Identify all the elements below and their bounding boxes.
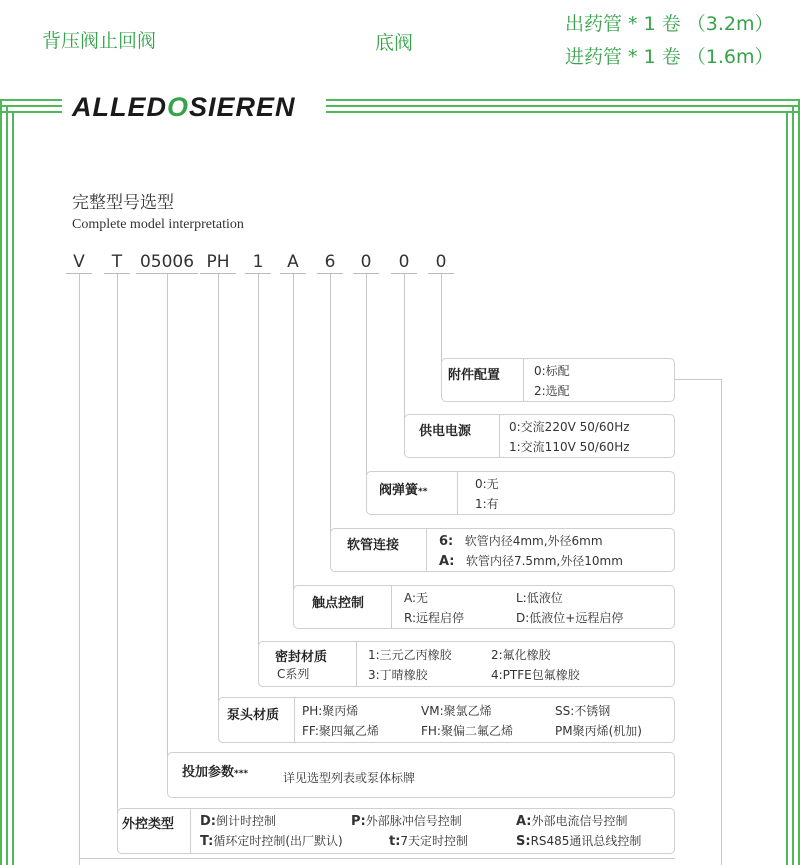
seal-material-label: 密封材质 — [275, 650, 328, 665]
control-opt-t: T:循环定时控制(出厂默认) — [200, 834, 343, 849]
section-title-cn: 完整型号选型 — [72, 193, 174, 213]
code-char-3: 05006 — [139, 252, 195, 272]
dosing-params-label: 投加参数*** — [182, 765, 249, 780]
seal-series-label: C系列 — [277, 667, 310, 681]
code-char-1: V — [73, 252, 85, 272]
hose-opt-6: 6: 软管内径4mm,外径6mm — [439, 534, 603, 549]
code-char-10: 0 — [435, 252, 447, 272]
pump-head-material-label: 泵头材质 — [227, 708, 280, 723]
hose-opt-a: A: 软管内径7.5mm,外径10mm — [439, 554, 623, 569]
accessory-config-box — [441, 358, 675, 402]
accessory-check-valve: 背压阀止回阀 — [42, 30, 157, 52]
valve-spring-label: 阀弹簧** — [379, 483, 428, 498]
control-opt-a: A:外部电流信号控制 — [516, 814, 628, 829]
spring-opt-yes: 1:有 — [475, 497, 499, 511]
code-char-4: PH — [206, 252, 230, 272]
pumphead-opt-ff: FF:聚四氟乙烯 — [302, 724, 379, 738]
seal-opt-epdm: 1:三元乙丙橡胶 — [368, 648, 452, 662]
contact-opt-low-level: L:低液位 — [516, 591, 563, 605]
contact-opt-none: A:无 — [404, 591, 429, 605]
power-supply-box — [404, 414, 675, 458]
seal-material-box — [258, 641, 675, 687]
code-char-5: 1 — [252, 252, 264, 272]
pumphead-opt-ph: PH:聚丙烯 — [302, 704, 359, 718]
power-opt-110v: 1:交流110V 50/60Hz — [509, 440, 630, 454]
seal-opt-ptfe: 4:PTFE包氟橡胶 — [491, 668, 580, 682]
contact-control-box — [293, 585, 675, 629]
dosing-params-desc: 详见选型列表或泵体标牌 — [283, 771, 416, 785]
dosing-params-box — [167, 752, 675, 798]
hose-connection-label: 软管连接 — [347, 538, 400, 553]
external-control-box — [117, 808, 675, 854]
seal-opt-nbr: 3:丁晴橡胶 — [368, 668, 428, 682]
section-title-en: Complete model interpretation — [72, 217, 244, 232]
contact-control-label: 触点控制 — [312, 596, 365, 611]
external-control-label: 外控类型 — [122, 817, 175, 832]
valve-spring-box — [366, 471, 675, 515]
power-supply-label: 供电电源 — [419, 424, 472, 439]
accessory-inlet-hose: 进药管 * 1 卷 （1.6m） — [565, 46, 774, 68]
accessory-opt-optional: 2:选配 — [534, 384, 570, 398]
spring-opt-none: 0:无 — [475, 477, 499, 491]
code-char-6: A — [287, 252, 299, 272]
control-opt-p: P:外部脉冲信号控制 — [351, 814, 462, 829]
power-opt-220v: 0:交流220V 50/60Hz — [509, 420, 630, 434]
control-opt-d: D:倒计时控制 — [200, 814, 277, 829]
contact-opt-low-remote: D:低液位+远程启停 — [516, 611, 624, 625]
accessory-opt-standard: 0:标配 — [534, 364, 570, 378]
pump-head-material-box — [218, 697, 675, 743]
code-char-2: T — [111, 252, 123, 272]
pumphead-opt-vm: VM:聚氯乙烯 — [421, 704, 492, 718]
control-opt-s: S:RS485通讯总线控制 — [516, 834, 642, 849]
accessory-config-label: 附件配置 — [448, 368, 501, 383]
brand-logo: ALLEDOSIEREN — [72, 92, 296, 122]
pumphead-opt-ss: SS:不锈钢 — [555, 704, 611, 718]
accessory-foot-valve: 底阀 — [375, 32, 414, 54]
seal-opt-fkm: 2:氟化橡胶 — [491, 648, 551, 662]
accessory-outlet-hose: 出药管 * 1 卷 （3.2m） — [565, 13, 774, 35]
pumphead-opt-fh: FH:聚偏二氟乙烯 — [421, 724, 513, 738]
code-char-8: 0 — [360, 252, 372, 272]
hose-connection-box — [330, 528, 675, 572]
pumphead-opt-pm: PM聚丙烯(机加) — [555, 724, 642, 738]
contact-opt-remote: R:远程启停 — [404, 611, 465, 625]
code-char-9: 0 — [398, 252, 410, 272]
code-char-7: 6 — [324, 252, 336, 272]
control-opt-weekly: t:7天定时控制 — [389, 834, 469, 849]
